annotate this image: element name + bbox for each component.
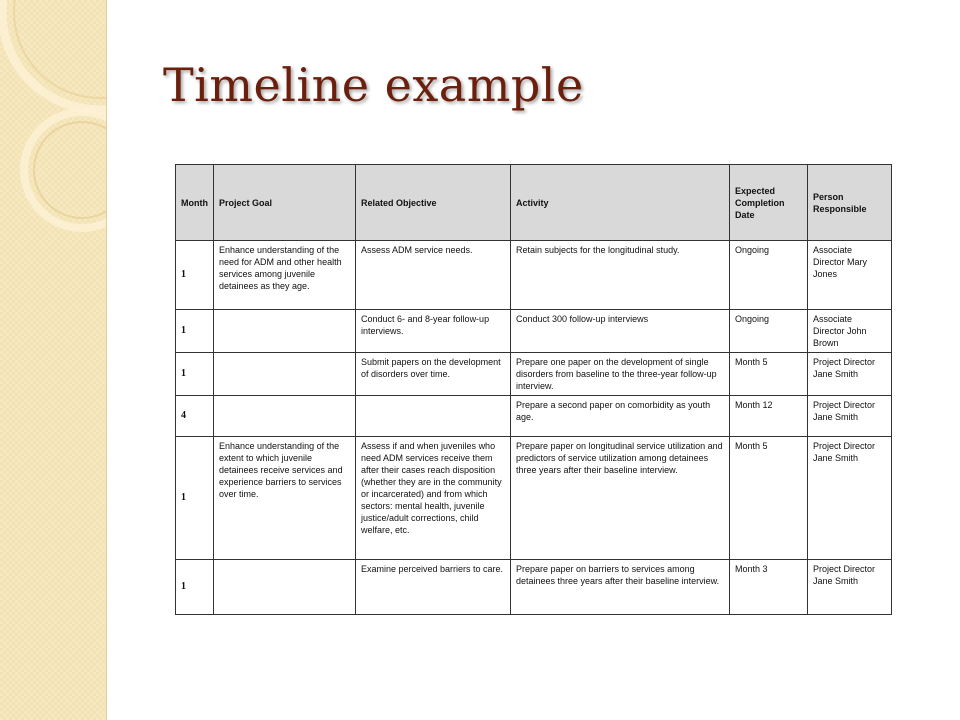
cell-completion-date: Month 3 xyxy=(730,560,808,615)
cell-completion-date: Month 5 xyxy=(730,353,808,396)
cell-related-objective xyxy=(356,396,511,437)
cell-completion-date: Ongoing xyxy=(730,310,808,353)
cell-month: 1 xyxy=(176,310,214,353)
cell-activity: Prepare paper on barriers to services among detainees three years after their baseline interview. xyxy=(511,560,730,615)
cell-person-responsible: Project Director Jane Smith xyxy=(808,353,892,396)
cell-project-goal: Enhance understanding of the need for ADM and other health services among juvenile detainees as they age. xyxy=(214,241,356,310)
cell-activity: Conduct 300 follow-up interviews xyxy=(511,310,730,353)
table-row xyxy=(176,310,892,353)
cell-project-goal xyxy=(214,310,356,353)
header-activity: Activity xyxy=(511,165,730,241)
cell-completion-date: Month 5 xyxy=(730,437,808,560)
cell-activity: Prepare paper on longitudinal service utilization and predictors of service utilization among detainees three years after their baseline interview. xyxy=(511,437,730,560)
cell-person-responsible: Associate Director John Brown xyxy=(808,310,892,353)
decorative-sidebar xyxy=(0,0,107,720)
cell-completion-date: Ongoing xyxy=(730,241,808,310)
header-expected-completion-date: Expected Completion Date xyxy=(730,165,808,241)
cell-completion-date: Month 12 xyxy=(730,396,808,437)
cell-month: 4 xyxy=(176,396,214,437)
table-row xyxy=(176,353,892,396)
cell-related-objective: Assess if and when juveniles who need ADM services receive them after their cases reach disposition (whether they are in the community or incarcerated) and from which sectors: mental health, juvenile justice/adult corrections, child welfare, etc. xyxy=(356,437,511,560)
cell-person-responsible: Project Director Jane Smith xyxy=(808,396,892,437)
cell-month: 1 xyxy=(176,560,214,615)
header-month: Month xyxy=(176,165,214,241)
header-related-objective: Related Objective xyxy=(356,165,511,241)
timeline-table xyxy=(175,164,892,615)
cell-activity: Prepare one paper on the development of single disorders from baseline to the three-year follow-up interview. xyxy=(511,353,730,396)
timeline-table-container xyxy=(175,164,891,615)
cell-activity: Prepare a second paper on comorbidity as youth age. xyxy=(511,396,730,437)
cell-month: 1 xyxy=(176,241,214,310)
cell-month: 1 xyxy=(176,437,214,560)
slide-title: Timeline example xyxy=(163,58,584,112)
cell-project-goal xyxy=(214,560,356,615)
cell-related-objective: Examine perceived barriers to care. xyxy=(356,560,511,615)
cell-activity: Retain subjects for the longitudinal study. xyxy=(511,241,730,310)
cell-related-objective: Assess ADM service needs. xyxy=(356,241,511,310)
table-row xyxy=(176,437,892,560)
header-project-goal: Project Goal xyxy=(214,165,356,241)
table-row xyxy=(176,396,892,437)
cell-related-objective: Submit papers on the development of disorders over time. xyxy=(356,353,511,396)
cell-project-goal xyxy=(214,396,356,437)
decorative-circles xyxy=(0,0,106,720)
cell-month: 1 xyxy=(176,353,214,396)
table-row xyxy=(176,560,892,615)
cell-person-responsible: Project Director Jane Smith xyxy=(808,560,892,615)
cell-person-responsible: Project Director Jane Smith xyxy=(808,437,892,560)
cell-person-responsible: Associate Director Mary Jones xyxy=(808,241,892,310)
header-person-responsible: Person Responsible xyxy=(808,165,892,241)
cell-project-goal xyxy=(214,353,356,396)
cell-related-objective: Conduct 6- and 8-year follow-up interviews. xyxy=(356,310,511,353)
cell-project-goal: Enhance understanding of the extent to which juvenile detainees receive services and experience barriers to services over time. xyxy=(214,437,356,560)
table-row xyxy=(176,241,892,310)
table-header-row xyxy=(176,165,892,241)
